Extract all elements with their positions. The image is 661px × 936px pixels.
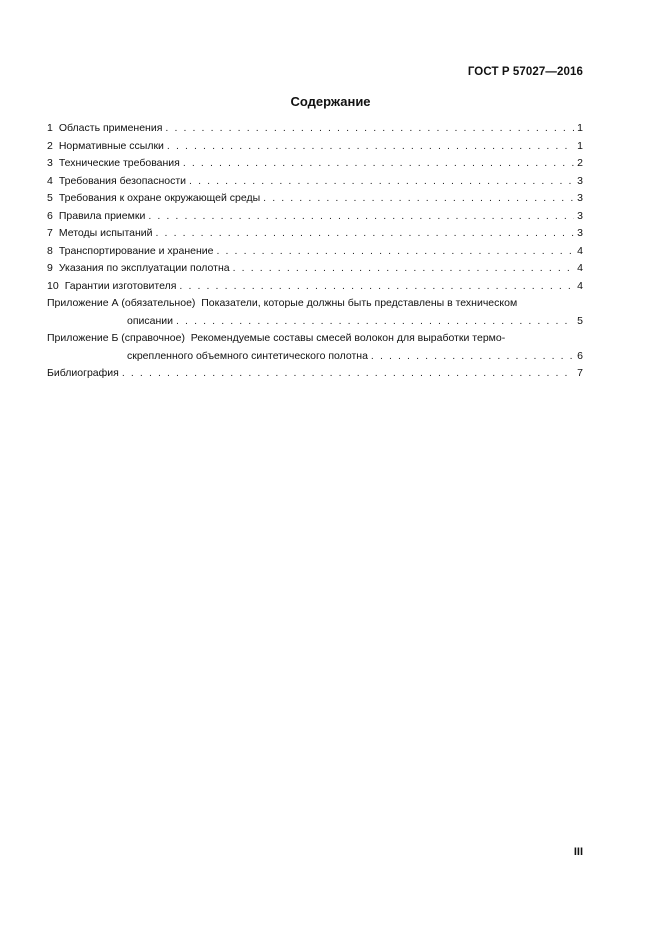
- toc-annex-entry[interactable]: [47, 295, 583, 330]
- toc-entry[interactable]: [47, 278, 583, 296]
- dot-leader: [371, 348, 574, 366]
- toc-entry-title: Требования к охране окружающей среды: [58, 192, 261, 204]
- toc-entry-page: 5: [577, 314, 583, 327]
- toc-entry-page: 3: [577, 209, 583, 222]
- dot-leader: [183, 155, 574, 173]
- toc-entry-number: 6: [47, 209, 53, 222]
- annex-title-line2: описании: [127, 314, 174, 327]
- toc-bibliography-entry[interactable]: [47, 365, 583, 383]
- toc-entry-number: 10: [47, 279, 59, 292]
- toc-entry-title: Библиография: [47, 367, 119, 379]
- toc-entry[interactable]: [47, 173, 583, 191]
- toc-entry-page: 2: [577, 157, 583, 169]
- dot-leader: [189, 173, 574, 191]
- toc-entry-title: Требования безопасности: [58, 174, 187, 187]
- toc-entry[interactable]: [47, 138, 583, 156]
- toc-entry-number: 3: [47, 157, 53, 169]
- toc-entry-title: Правила приемки: [58, 209, 146, 222]
- annex-title-line1: Рекомендуемые составы смесей волокон для выработки термо-: [190, 332, 506, 344]
- toc-entry-page: 3: [577, 192, 583, 204]
- dot-leader: [233, 260, 574, 278]
- table-of-contents: [47, 120, 583, 383]
- annex-title-line2: скрепленного объемного синтетического полотна: [127, 349, 368, 362]
- toc-entry-page: 6: [577, 349, 583, 362]
- toc-entry-title: Транспортирование и хранение: [58, 244, 214, 257]
- toc-title: Содержание: [290, 94, 371, 109]
- toc-entry[interactable]: [47, 208, 583, 226]
- dot-leader: [167, 138, 574, 156]
- annex-label: Приложение Б (справочное): [47, 332, 185, 344]
- toc-entry-page: 3: [577, 174, 583, 187]
- toc-entry-title: Методы испытаний: [58, 227, 153, 239]
- dot-leader: [176, 313, 574, 331]
- dot-leader: [156, 225, 575, 243]
- toc-entry-page: 3: [577, 227, 583, 239]
- toc-entry-title: Указания по эксплуатации полотна: [58, 262, 230, 274]
- dot-leader: [148, 208, 574, 226]
- toc-entry[interactable]: [47, 260, 583, 278]
- toc-entry[interactable]: [47, 120, 583, 138]
- toc-entry-number: 7: [47, 227, 53, 239]
- toc-entry[interactable]: [47, 190, 583, 208]
- toc-entry-page: 1: [577, 122, 583, 134]
- toc-entry-page: 4: [577, 279, 583, 292]
- toc-entry-page: 4: [577, 244, 583, 257]
- toc-entry-page: 1: [577, 139, 583, 152]
- toc-entry-number: 8: [47, 244, 53, 257]
- toc-entry-title: Технические требования: [58, 157, 180, 169]
- toc-entry-number: 4: [47, 174, 53, 187]
- dot-leader: [216, 243, 574, 261]
- toc-entry-title: Нормативные ссылки: [58, 139, 164, 152]
- toc-entry[interactable]: [47, 225, 583, 243]
- dot-leader: [165, 120, 574, 138]
- toc-entry-page: 7: [577, 367, 583, 379]
- annex-title-line1: Показатели, которые должны быть представлены в техническом: [201, 297, 518, 309]
- toc-entry[interactable]: [47, 243, 583, 261]
- toc-entry-title: Область применения: [58, 122, 163, 134]
- dot-leader: [122, 365, 574, 383]
- dot-leader: [263, 190, 574, 208]
- page-number: III: [573, 846, 583, 858]
- toc-annex-entry[interactable]: [47, 330, 583, 365]
- annex-label: Приложение А (обязательное): [47, 297, 196, 309]
- toc-entry-number: 2: [47, 139, 53, 152]
- toc-entry-number: 5: [47, 192, 53, 204]
- toc-entry-title: Гарантии изготовителя: [64, 279, 177, 292]
- toc-entry-page: 4: [577, 262, 583, 274]
- toc-entry[interactable]: [47, 155, 583, 173]
- standard-code-header: ГОСТ Р 57027—2016: [467, 66, 583, 78]
- toc-entry-number: 9: [47, 262, 53, 274]
- toc-entry-number: 1: [47, 122, 53, 134]
- dot-leader: [179, 278, 574, 296]
